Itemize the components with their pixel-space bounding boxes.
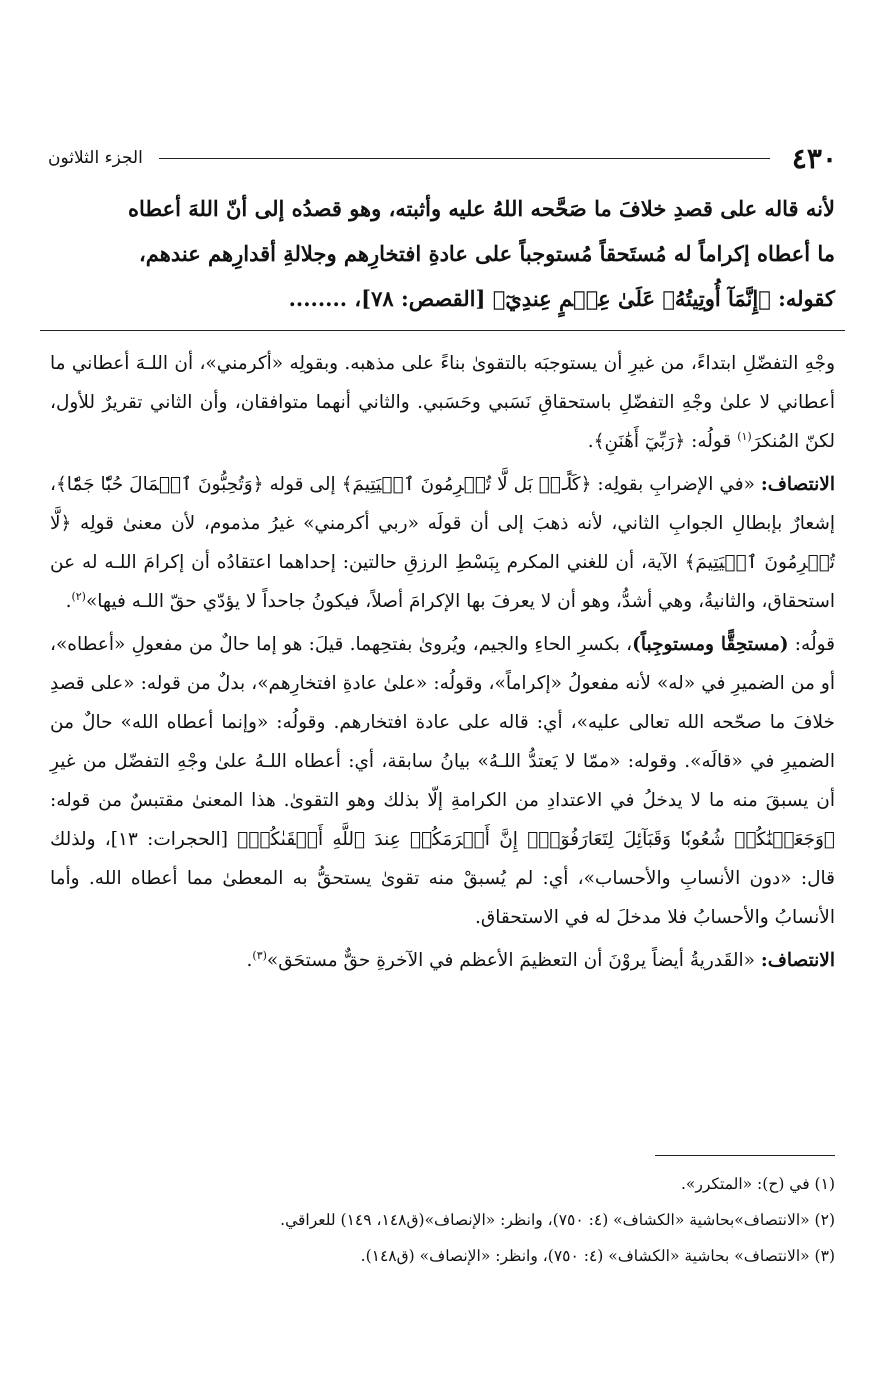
paragraph-text: ، بكسرِ الحاءِ والجيم، ويُروىٰ بفتحِهما. قيلَ: هو إما حالٌ من مفعولِ «أعطاه»، أو من الضميرِ في «له» لأنه مفعولُ «إكراماً»، وقولُه: «علىٰ عادةِ افتخارِهم»، بدلٌ من قوله: «على قصدِ خلافَ ما صحّحه الله تعالى عليه»، أي: قاله على عادة افتخارهم. وقولُه: «وإنما أعطاه الله» حالٌ من الضميرِ في «قالَه». وقوله: «ممّا لا يَعتدُّ اللـهُ» بيانُ سابقة، أي: أعطاه اللـهُ علىٰ وجْهِ التفضّل من غيرِ أن يسبقَ منه ما لا يدخلُ في الاعتدادِ من الكرامةِ إلّا بذلك وهو التقوىٰ. هذا المعنىٰ مقتبسٌ من قوله: ﴿وَجَعَلۡنَٰكُمۡ شُعُوبٗا وَقَبَآئِلَ لِتَعَارَفُوٓاْۚ إِنَّ أَكۡرَمَكُمۡ عِندَ ٱللَّهِ أَتۡقَىٰكُمۡ﴾ [الحجرات: ١٣]، ولذلك قال: «دون الأنسابِ والأحساب»، أي: لم يُسبقْ منه تقوىٰ يستحقُّ به المعطىٰ مما أعطاه الله. وأما الأنسابُ والأحسابُ فلا مدخلَ له في الاستحقاق.	[50, 634, 835, 928]
footnote: (٣) «الانتصاف» بحاشية «الكشاف» (٤: ٧٥٠)، وانظر: «الإنصاف» (ق١٤٨).	[360, 1247, 835, 1265]
paragraph-text: .	[246, 950, 253, 971]
matn-line: كقوله: ﴿إِنَّمَآ أُوتِيتُهُۥ عَلَىٰ عِلۡمٍ عِندِيٓ﴾ [القصص: ٧٨]، ........	[288, 286, 835, 311]
intisaf-label: الانتصاف:	[760, 950, 835, 971]
footnote-ref: (٢)	[71, 589, 86, 603]
footnotes	[50, 1166, 835, 1274]
matn-line: لأنه قاله على قصدِ خلافَ ما صَحَّحه اللهُ عليه وأثبته، وهو قصدُه إلى أنّ اللهَ أعطاه	[127, 196, 835, 221]
commentary	[50, 344, 835, 984]
footnote-ref: (٣)	[252, 948, 267, 962]
matn-line: ما أعطاه إكراماً له مُستَحقاً مُستوجباً على عادةِ افتخارِهم وجلالةِ أقدارِهم عندهم،	[139, 241, 835, 266]
footnote: (٢) «الانتصاف»بحاشية «الكشاف» (٤: ٧٥٠)، وانظر: «الإنصاف»(ق١٤٨، ١٤٩) للعراقي.	[280, 1211, 835, 1229]
paragraph-text: وجْهِ التفضّلِ ابتداءً، من غيرِ أن يستوجبَه بالتقوىٰ بناءً على مذهبه. وبقولِه «أكرمني»، أن اللـهَ أعطاني ما أعطاني لا علىٰ وجْهِ التفضّلِ باستحقاقِ نَسَبي وحَسَبي. والثاني أنهما متوافقان، وأن الثاني تقريرٌ للأول، لكنّ المُنكرَ	[50, 353, 835, 452]
paragraph-text: «القَدريةُ أيضاً يروْنَ أن التعظيمَ الأعظم في الآخرةِ حقٌّ مستحَق»	[266, 950, 761, 971]
footnote-rule	[655, 1155, 835, 1156]
footnote: (١) في (ح): «المتكرر».	[680, 1175, 835, 1193]
commentary-paragraph	[50, 344, 835, 461]
quoted-term: (مستحِقًّا ومستوجِباً)	[632, 634, 789, 655]
page-number: ٤٣٠	[791, 141, 837, 175]
paragraph-text: قولُه:	[788, 634, 835, 655]
commentary-paragraph	[50, 625, 835, 937]
paragraph-text: «في الإضرابِ بقولِه: ﴿كَلَّاۖ بَل لَّا تُكۡرِمُونَ ٱلۡيَتِيمَ﴾ إلى قوله ﴿وَتُحِبُّونَ ٱلۡمَالَ حُبّٗا جَمّٗا﴾، إشعارٌ بإبطالِ الجوابِ الثاني، لأنه ذهبَ إلى أن قولَه «ربي أكرمني» غيرُ مذموم، لأن معنىٰ قولِه ﴿لَّا تُكۡرِمُونَ ٱلۡيَتِيمَ﴾ الآية، أن للغني المكرم بِبَسْطِ الرزقِ حالتين: إحداهما اعتقادُه أن إكرامَ اللـه له عن استحقاق، والثانيةُ، وهي أشدُّ، وهو أن لا يعرفَ بها الإكرامَ أصلاً، فيكونُ جاحداً لا يؤدّي حقّ اللـه فيها»	[50, 474, 835, 612]
paragraph-text: قولُه: ﴿رَبِّيٓ أَهَٰنَنِ﴾.	[587, 431, 738, 452]
matn-divider	[40, 330, 845, 331]
header-rule	[159, 158, 770, 159]
page-header	[48, 138, 837, 178]
intisaf-label: الانتصاف:	[760, 474, 835, 495]
running-title: الجزء الثلاثون	[48, 148, 143, 168]
matn-text	[50, 186, 835, 321]
commentary-paragraph: الانتصاف: «في الإضرابِ بقولِه: ﴿كَلَّاۖ بَل لَّا تُكۡرِمُونَ ٱلۡيَتِيمَ﴾ إلى قوله ﴿وَتُحِبُّونَ ٱلۡمَالَ حُبّٗا جَمّٗا﴾، إشعارٌ بإبطالِ الجوابِ الثاني، لأنه ذهبَ إلى أن قولَه «ربي أكرمني» غيرُ مذموم، لأن معنىٰ قولِه ﴿لَّا تُكۡرِمُونَ ٱلۡيَتِيمَ﴾ الآية، أن للغني المكرم بِبَسْطِ الرزقِ حالتين: إحداهما اعتقادُه أن إكرامَ اللـه له عن استحقاق، والثانيةُ، وهي أشدُّ، وهو أن لا يعرفَ بها الإكرامَ أصلاً، فيكونُ جاحداً لا يؤدّي حقّ اللـه فيها»$^{(٢)}$.	[50, 474, 835, 612]
commentary-paragraph	[50, 941, 835, 980]
footnote-ref: (١)	[737, 429, 752, 443]
